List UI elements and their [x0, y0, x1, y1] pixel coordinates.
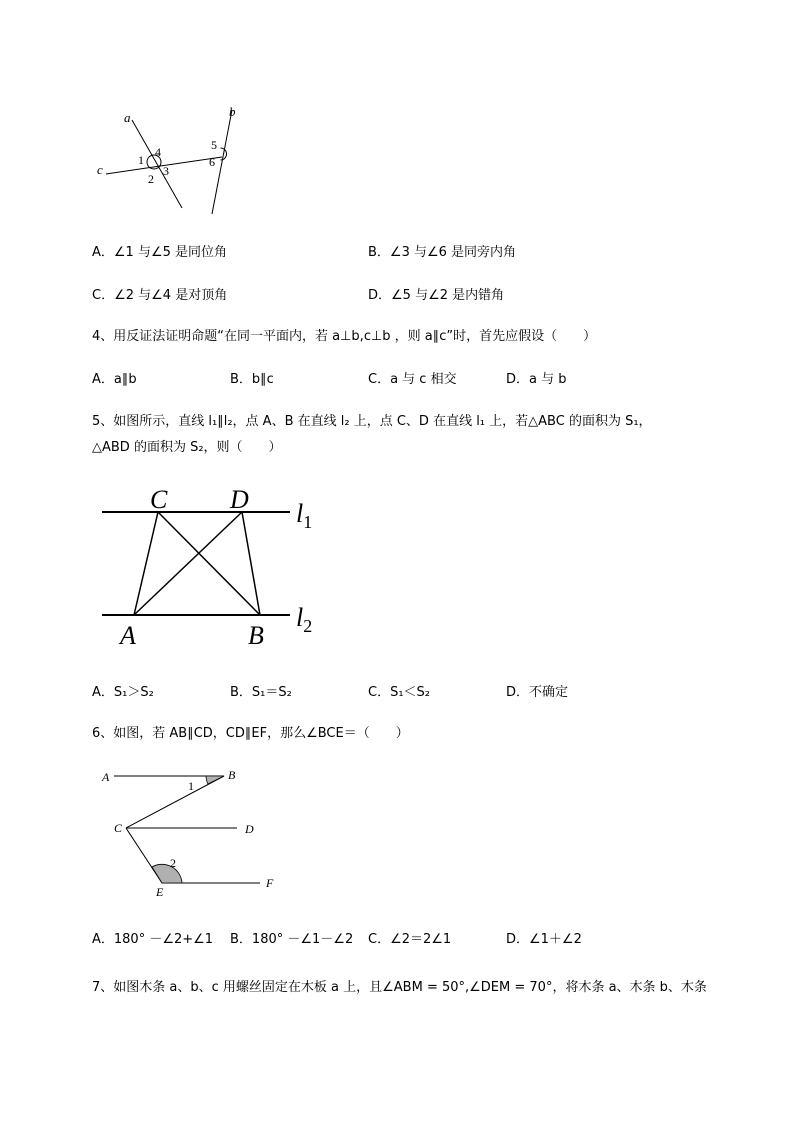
q4-option-a: A．a∥b: [92, 372, 137, 387]
label-b: B: [228, 768, 236, 782]
label-f: F: [266, 876, 274, 890]
q6-question: 6、如图，若 AB∥CD，CD∥EF，那么∠BCE＝（ ）: [92, 726, 409, 741]
label-angle-2: 2: [148, 172, 154, 186]
label-angle-1: 1: [188, 779, 194, 793]
q7-question: 7、如图木条 a、b、c 用螺丝固定在木板 a 上，且∠ABM = 50°,∠DEM = 70°，将木条 a、木条 b、木条: [92, 980, 707, 995]
label-angle-1: 1: [138, 153, 144, 167]
label-c: c: [97, 162, 103, 177]
figure-zigzag: [92, 762, 292, 897]
q4-option-b: B．b∥c: [230, 372, 274, 387]
figure-angles-lines: [92, 100, 252, 215]
q3-option-d: D．∠5 与∠2 是内错角: [368, 288, 505, 303]
q5-option-a: A．S₁＞S₂: [92, 685, 154, 700]
q4-option-d: D．a 与 b: [506, 372, 567, 387]
q4-option-c: C．a 与 c 相交: [368, 372, 457, 387]
q5-option-d: D．不确定: [506, 685, 569, 700]
label-a: A: [102, 770, 110, 784]
label-angle-3: 3: [163, 164, 169, 178]
label-d: D: [245, 822, 254, 836]
q6-option-b: B．180° －∠1－∠2: [230, 932, 354, 947]
q6-option-d: D．∠1＋∠2: [506, 932, 582, 947]
q5-option-b: B．S₁＝S₂: [230, 685, 292, 700]
label-c: C: [114, 821, 123, 835]
q5-option-c: C．S₁＜S₂: [368, 685, 431, 700]
figure-parallel-triangles: [92, 480, 342, 652]
label-angle-5: 5: [211, 138, 217, 152]
label-c: C: [150, 485, 168, 514]
label-e: E: [156, 885, 164, 897]
label-angle-6: 6: [209, 155, 215, 169]
q3-option-a: A．∠1 与∠5 是同位角: [92, 245, 228, 260]
label-l2: $l_2$: [296, 603, 313, 636]
label-a: a: [124, 110, 131, 125]
label-b: B: [248, 621, 264, 650]
q5-question-line1: 5、如图所示，直线 l₁∥l₂，点 A、B 在直线 l₂ 上，点 C、D 在直线 l₁ 上，若△ABC 的面积为 S₁，: [92, 414, 652, 429]
label-l1: $l_1$: [296, 499, 313, 532]
label-angle-4: 4: [155, 145, 161, 159]
label-b: b: [229, 104, 236, 119]
q6-option-c: C．∠2＝2∠1: [368, 932, 452, 947]
label-angle-2: 2: [170, 856, 176, 870]
q4-question: 4、用反证法证明命题“在同一平面内，若 a⊥b,c⊥b ，则 a∥c”时，首先应假设（ ）: [92, 329, 597, 344]
label-d: D: [230, 485, 249, 514]
q3-option-c: C．∠2 与∠4 是对顶角: [92, 288, 228, 303]
label-a: A: [120, 621, 136, 650]
q3-option-b: B．∠3 与∠6 是同旁内角: [368, 245, 517, 260]
q5-question-line2: △ABD 的面积为 S₂，则（ ）: [92, 440, 282, 455]
q6-option-a: A．180° －∠2+∠1: [92, 932, 214, 947]
